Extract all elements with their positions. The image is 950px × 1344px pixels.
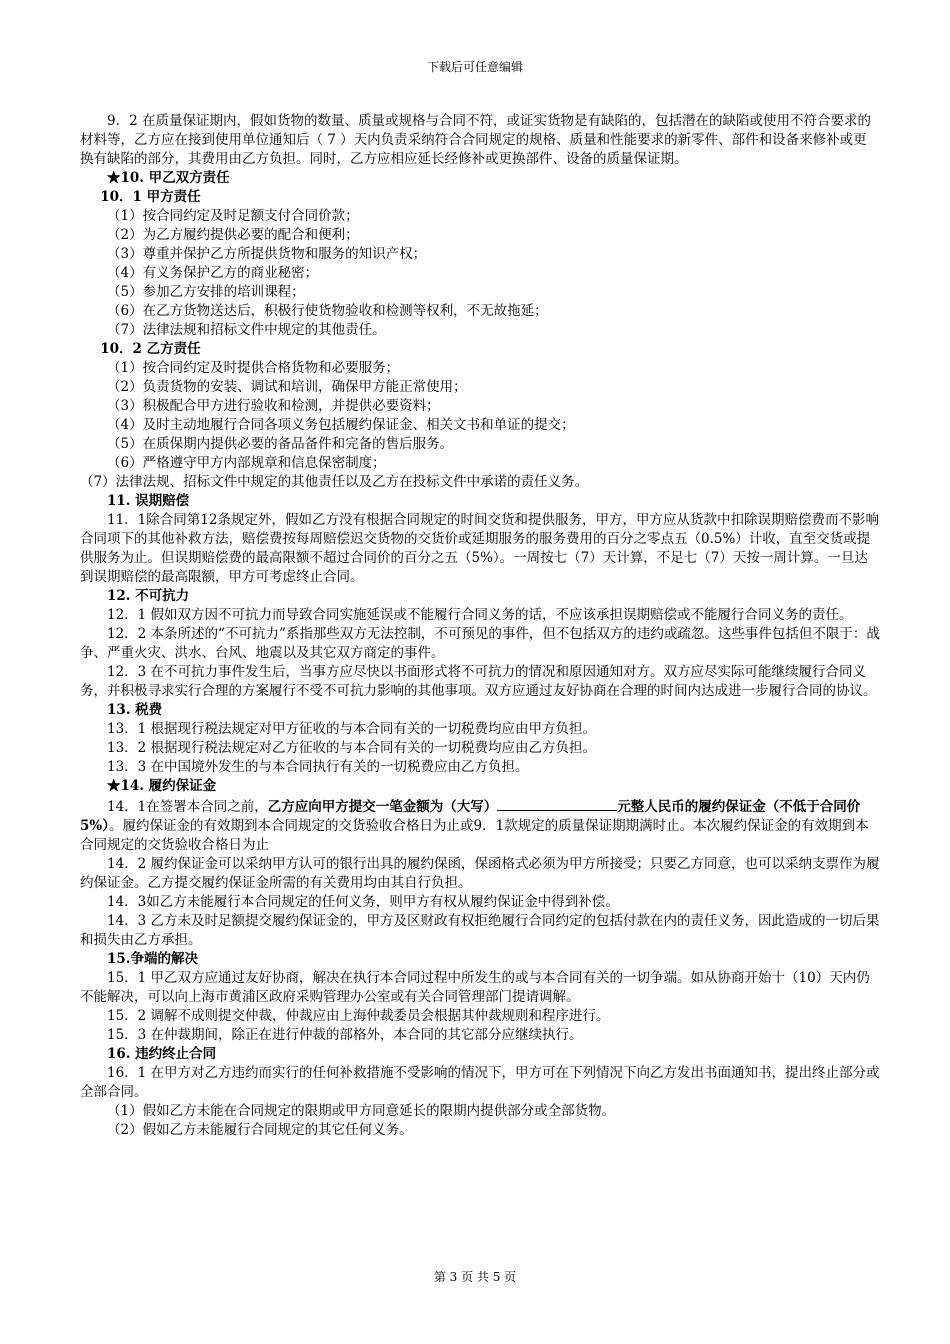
list-item: （7）法律法规、招标文件中规定的其他责任以及乙方在投标文件中承诺的责任义务。 xyxy=(80,474,589,490)
clause-paragraph: 11．1除合同第12条规定外，假如乙方没有根据合同规定的时间交货和提供服务，甲方，甲方应从货款中扣除误期赔偿费而不影响合同项下的其他补救方法，赔偿费按每周赔偿迟交货物的交货价或延期服务的服务费用的百分之零点五（0.5%）计收，直至交货或提供服务为止。但误期赔偿费的最高限额不超过合同价的百分之五（5%）。一周按七（7）天计算，不足七（7）天按一周计算。一旦达到误期赔偿的最高限额，甲方可考虑终止合同。 xyxy=(80,512,879,585)
list-item: （7）法律法规和招标文件中规定的其他责任。 xyxy=(107,322,386,338)
list-item: （3）积极配合甲方进行验收和检测，并提供必要资料； xyxy=(107,398,440,414)
list-item: （2）假如乙方未能履行合同规定的其它任何义务。 xyxy=(107,1122,413,1138)
clause-paragraph: 13．2 根据现行税法规定对乙方征收的与本合同有关的一切税费均应由乙方负担。 xyxy=(107,740,597,756)
list-item: （4）及时主动地履行合同各项义务包括履约保证金、相关文书和单证的提交； xyxy=(107,417,575,433)
section-heading: 12. 不可抗力 xyxy=(107,588,190,604)
clause-paragraph: 12．1 假如双方因不可抗力而导致合同实施延误或不能履行合同义务的话，不应该承担误期赔偿或不能履行合同义务的责任。 xyxy=(107,607,853,623)
clause-paragraph: 15．2 调解不成则提交仲裁，仲裁应由上海仲裁委员会根据其仲裁规则和程序进行。 xyxy=(107,1008,610,1024)
clause-paragraph: 14．3如乙方未能履行本合同规定的任何义务，则甲方有权从履约保证金中得到补偿。 xyxy=(107,894,619,910)
clause-paragraph: 14．3 乙方未及时足额提交履约保证金的，甲方及区财政有权拒绝履行合同约定的包括付款在内的责任义务，因此造成的一切后果和损失由乙方承担。 xyxy=(80,913,880,948)
page-footer: 第 3 页 共 5 页 xyxy=(433,1270,517,1284)
deposit-amount-label: 乙方应向甲方提交一笔金额为（大写） xyxy=(267,799,498,815)
page-header: 下载后可任意编辑 xyxy=(426,60,523,74)
clause-paragraph: 13．1 根据现行税法规定对甲方征收的与本合同有关的一切税费均应由甲方负担。 xyxy=(107,721,597,737)
clause-paragraph: 15．1 甲乙双方应通过友好协商，解决在执行本合同过程中所发生的或与本合同有关的一切争端。如从协商开始十（10）天内仍不能解决，可以向上海市黄浦区政府采购管理办公室或有关合同管理部门提请调解。 xyxy=(80,970,870,1005)
clause-paragraph: 14．2 履约保证金可以采纳甲方认可的银行出具的履约保函，保函格式必须为甲方所接受；只要乙方同意，也可以采纳支票作为履约保证金。乙方提交履约保证金所需的有关费用均由其自行负担。 xyxy=(80,856,880,891)
section-heading: ★10. 甲乙双方责任 xyxy=(107,170,230,186)
list-item: （6）在乙方货物送达后，积极行使货物验收和检测等权利，不无故拖延； xyxy=(107,303,548,319)
deposit-amount-blank[interactable] xyxy=(497,796,617,811)
list-item: （5）参加乙方安排的培训课程； xyxy=(107,284,305,300)
list-item: （6）严格遵守甲方内部规章和信息保密制度； xyxy=(107,455,386,471)
clause-paragraph: 13．3 在中国境外发生的与本合同执行有关的一切税费应由乙方负担。 xyxy=(107,759,529,775)
section-heading: 13. 税费 xyxy=(107,702,163,718)
list-item: （3）尊重并保护乙方所提供货物和服务的知识产权； xyxy=(107,246,427,262)
clause-paragraph: 12．3 在不可抗力事件发生后，当事方应尽快以书面形式将不可抗力的情况和原因通知对方。双方应尽实际可能继续履行合同义务，并积极寻求实行合理的方案履行不受不可抗力影响的其他事项。双方应通过友好协商在合理的时间内达成进一步履行合同的协议。 xyxy=(80,664,877,699)
clause-paragraph: 16．1 在甲方对乙方违约而实行的任何补救措施不受影响的情况下，甲方可在下列情况下向乙方发出书面通知书，提出终止部分或全部合同。 xyxy=(80,1065,880,1100)
list-item: （1）按合同约定及时提供合格货物和必要服务； xyxy=(107,360,400,376)
subsection-heading: 10．1 甲方责任 xyxy=(100,189,201,205)
document-body xyxy=(80,112,880,1140)
clause-paragraph: 12．2 本条所述的“不可抗力”系指那些双方无法控制，不可预见的事件，但不包括双方的违约或疏忽。这些事件包括但不限于：战争、严重火灾、洪水、台风、地震以及其它双方商定的事件。 xyxy=(80,626,880,661)
clause-paragraph: 9．2 在质量保证期内，假如货物的数量、质量或规格与合同不符，或证实货物是有缺陷的，包括潜在的缺陷或使用不符合要求的材料等，乙方应在接到使用单位通知后（ 7 ）天内负责采纳符合合同规定的规格、质量和性能要求的新零件、部件和设备来修补或更换有缺陷的部分，其费用由乙方负担。同时，乙方应相应延长经修补或更换部件、设备的质量保证期。 xyxy=(80,113,871,167)
section-heading: 15.争端的解决 xyxy=(107,951,198,967)
deposit-clause xyxy=(80,796,880,855)
subsection-heading: 10．2 乙方责任 xyxy=(100,341,201,357)
deposit-text-start: 14．1在签署本合同之前， xyxy=(107,799,268,815)
list-item: （1）按合同约定及时足额支付合同价款； xyxy=(107,208,359,224)
section-heading: 16. 违约终止合同 xyxy=(107,1046,217,1062)
clause-paragraph: 15．3 在仲裁期间，除正在进行仲裁的部格外，本合同的其它部分应继续执行。 xyxy=(107,1027,583,1043)
deposit-amount-suffix: 元整人民币的履约保证金（不低于合同价5%） xyxy=(80,799,861,834)
deposit-text-end: 。履约保证金的有效期到本合同规定的交货验收合格日为止或9．1款规定的质量保证期期满时止。本次履约保证金的有效期到本合同规定的交货验收合格日为止 xyxy=(80,818,869,853)
list-item: （2）为乙方履约提供必要的配合和便利； xyxy=(107,227,359,243)
list-item: （2）负责货物的安装、调试和培训，确保甲方能正常使用； xyxy=(107,379,467,395)
section-heading: ★14. 履约保证金 xyxy=(107,778,217,794)
list-item: （4）有义务保护乙方的商业秘密； xyxy=(107,265,319,281)
list-item: （5）在质保期内提供必要的备品备件和完备的售后服务。 xyxy=(107,436,454,452)
list-item: （1）假如乙方未能在合同规定的限期或甲方同意延长的限期内提供部分或全部货物。 xyxy=(107,1103,616,1119)
section-heading: 11. 误期赔偿 xyxy=(107,493,190,509)
